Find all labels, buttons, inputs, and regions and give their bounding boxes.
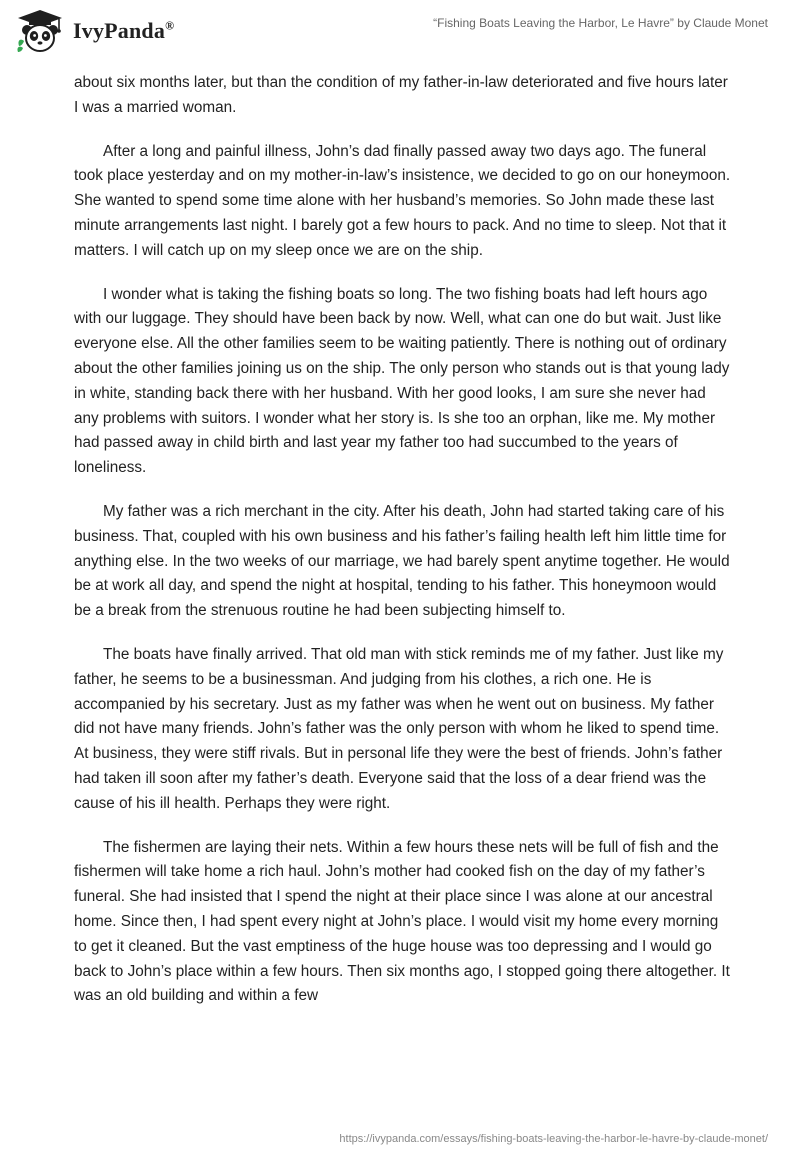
paragraph: I wonder what is taking the fishing boats so long. The two fishing boats had left hours ago with our luggage. They should have been back by now. Well, what can one do but wait. Just like everyone else. All the other families seem to be waiting patiently. There is nothing out of ordinary about the other families joining us on the ship. The only person who stands out is that young lady in white, standing back there with her husband. With her good looks, I am sure she never had any problems with suitors. I wonder what her story is. Is she too an orphan, like me. My mother had passed away in child birth and last year my father too had succumbed to the years of loneliness. [74, 285, 730, 477]
paragraph: about six months later, but than the condition of my father-in-law deteriorated and five hours later I was a married woman. [74, 74, 728, 116]
source-url-link[interactable]: https://ivypanda.com/essays/fishing-boats-leaving-the-harbor-le-havre-by-claude-monet/ [339, 1133, 768, 1145]
paragraph: After a long and painful illness, John’s dad finally passed away two days ago. The funeral took place yesterday and on my mother-in-law’s insistence, we decided to go on our honeymoon. She wanted to spend some time alone with her husband’s memories. So John made these last minute arrangements last night. I barely got a few hours to pack. And no time to sleep. Not that it matters. I will catch up on my sleep once we are on the ship. [74, 142, 731, 259]
document-title: “Fishing Boats Leaving the Harbor, Le Havre” by Claude Monet [433, 16, 768, 30]
page-header [0, 0, 800, 60]
paragraph: The boats have finally arrived. That old man with stick reminds me of my father. Just like my father, he seems to be a businessman. And judging from his clothes, a rich one. He is accompanied by his secretary. Just as my father was when he went out on business. My father did not have many friends. John’s father was the only person with whom he liked to spend time. At business, they were stiff rivals. But in personal life they were the best of friends. John’s father had taken ill soon after my father’s death. Everyone said that the loss of a dear friend was the cause of his ill health. Perhaps they were right. [74, 645, 724, 812]
essay-body [74, 71, 734, 1028]
ivypanda-logo[interactable] [15, 8, 174, 54]
logo-text: IvyPanda® [73, 18, 175, 43]
panda-graduate-icon [15, 8, 65, 54]
paragraph: The fishermen are laying their nets. Within a few hours these nets will be full of fish and the fishermen will take home a rich haul. John’s mother had cooked fish on the day of my father’s funeral. She had insisted that I spend the night at their place since I was alone at our ancestral home. Since then, I had spent every night at John’s place. I would visit my home every morning to get it cleaned. But the vast emptiness of the huge house was too depressing and I would go back to John’s place within a few hours. Then six months ago, I stopped going there altogether. It was an old building and within a few [74, 838, 730, 1005]
paragraph: My father was a rich merchant in the city. After his death, John had started taking care of his business. That, coupled with his own business and his father’s failing health left him little time for anything else. In the two weeks of our marriage, we had barely spent anytime together. He would be at work all day, and spend the night at hospital, tending to his father. This honeymoon would be a break from the strenuous routine he had been subjecting himself to. [74, 502, 730, 620]
